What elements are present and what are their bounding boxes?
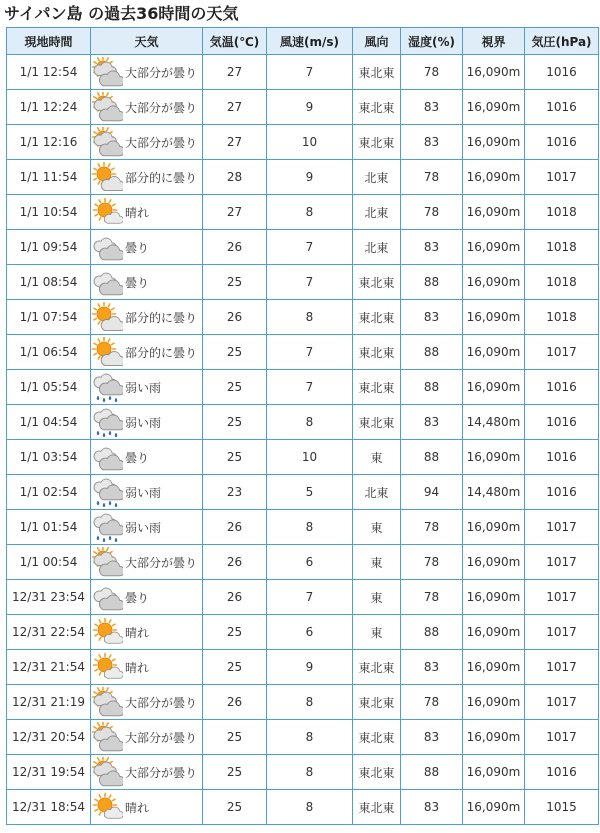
cell-humidity: 83 bbox=[401, 300, 463, 335]
cell-pressure: 1017 bbox=[525, 580, 599, 615]
cell-humidity: 88 bbox=[401, 370, 463, 405]
table-row bbox=[7, 580, 599, 615]
sunny-icon bbox=[91, 197, 123, 227]
cell-weather bbox=[91, 370, 203, 405]
table-row bbox=[7, 160, 599, 195]
weather-label: 大部分が曇り bbox=[125, 765, 198, 780]
cell-wind-dir: 北東 bbox=[353, 230, 401, 265]
cell-time: 12/31 21:54 bbox=[7, 650, 91, 685]
cell-time: 1/1 05:54 bbox=[7, 370, 91, 405]
page-title: サイパン島 の過去36時間の天気 bbox=[4, 4, 239, 23]
cell-temp: 25 bbox=[203, 650, 267, 685]
cell-humidity: 83 bbox=[401, 405, 463, 440]
cell-pressure: 1018 bbox=[525, 300, 599, 335]
cell-wind-dir: 東 bbox=[353, 580, 401, 615]
cell-visibility: 16,090m bbox=[463, 440, 525, 475]
cloudy-icon bbox=[91, 582, 123, 612]
cloudy-icon bbox=[91, 442, 123, 472]
cell-pressure: 1016 bbox=[525, 370, 599, 405]
cell-humidity: 88 bbox=[401, 440, 463, 475]
table-row bbox=[7, 55, 599, 90]
table-row bbox=[7, 90, 599, 125]
cell-wind-dir: 北東 bbox=[353, 160, 401, 195]
cell-temp: 26 bbox=[203, 300, 267, 335]
mostly-cloudy-icon bbox=[91, 127, 123, 157]
cell-humidity: 88 bbox=[401, 265, 463, 300]
cell-visibility: 16,090m bbox=[463, 685, 525, 720]
cell-wind-speed: 8 bbox=[267, 685, 353, 720]
cell-pressure: 1017 bbox=[525, 545, 599, 580]
table-row bbox=[7, 440, 599, 475]
header-time: 現地時間 bbox=[7, 28, 91, 55]
cell-visibility: 16,090m bbox=[463, 615, 525, 650]
cell-visibility: 16,090m bbox=[463, 265, 525, 300]
cell-time: 12/31 23:54 bbox=[7, 580, 91, 615]
cell-humidity: 78 bbox=[401, 195, 463, 230]
partly-cloudy-icon bbox=[91, 302, 123, 332]
cell-visibility: 14,480m bbox=[463, 475, 525, 510]
cell-weather bbox=[91, 475, 203, 510]
cell-visibility: 16,090m bbox=[463, 650, 525, 685]
cell-weather bbox=[91, 335, 203, 370]
table-row bbox=[7, 650, 599, 685]
cell-humidity: 88 bbox=[401, 755, 463, 790]
cell-time: 12/31 21:19 bbox=[7, 685, 91, 720]
cell-temp: 27 bbox=[203, 195, 267, 230]
cell-wind-dir: 東北東 bbox=[353, 265, 401, 300]
light-rain-icon bbox=[91, 407, 123, 437]
cell-wind-speed: 8 bbox=[267, 300, 353, 335]
cell-wind-dir: 東 bbox=[353, 615, 401, 650]
cell-temp: 25 bbox=[203, 370, 267, 405]
weather-history-table bbox=[6, 27, 599, 825]
cell-weather bbox=[91, 685, 203, 720]
cell-temp: 25 bbox=[203, 790, 267, 825]
cell-humidity: 83 bbox=[401, 720, 463, 755]
sunny-icon bbox=[91, 617, 123, 647]
cell-time: 1/1 07:54 bbox=[7, 300, 91, 335]
cell-pressure: 1016 bbox=[525, 55, 599, 90]
cell-wind-dir: 東北東 bbox=[353, 55, 401, 90]
cell-pressure: 1016 bbox=[525, 475, 599, 510]
mostly-cloudy-icon bbox=[91, 547, 123, 577]
table-row bbox=[7, 755, 599, 790]
cell-wind-dir: 東 bbox=[353, 545, 401, 580]
cell-weather bbox=[91, 195, 203, 230]
cell-pressure: 1018 bbox=[525, 230, 599, 265]
light-rain-icon bbox=[91, 477, 123, 507]
cell-time: 1/1 03:54 bbox=[7, 440, 91, 475]
weather-label: 弱い雨 bbox=[125, 415, 162, 430]
cell-wind-speed: 9 bbox=[267, 650, 353, 685]
cell-wind-speed: 7 bbox=[267, 580, 353, 615]
cell-humidity: 88 bbox=[401, 615, 463, 650]
cell-time: 1/1 06:54 bbox=[7, 335, 91, 370]
cell-pressure: 1016 bbox=[525, 90, 599, 125]
cell-temp: 25 bbox=[203, 615, 267, 650]
weather-label: 弱い雨 bbox=[125, 485, 162, 500]
cell-humidity: 78 bbox=[401, 580, 463, 615]
cell-humidity: 94 bbox=[401, 475, 463, 510]
cell-pressure: 1017 bbox=[525, 510, 599, 545]
cell-temp: 26 bbox=[203, 545, 267, 580]
cell-wind-dir: 東北東 bbox=[353, 405, 401, 440]
cell-pressure: 1017 bbox=[525, 685, 599, 720]
table-row bbox=[7, 685, 599, 720]
weather-label: 大部分が曇り bbox=[125, 555, 198, 570]
cell-wind-speed: 7 bbox=[267, 335, 353, 370]
cell-time: 1/1 12:24 bbox=[7, 90, 91, 125]
weather-label: 晴れ bbox=[125, 205, 150, 220]
mostly-cloudy-icon bbox=[91, 757, 123, 787]
cell-wind-dir: 東 bbox=[353, 440, 401, 475]
cell-weather bbox=[91, 720, 203, 755]
cell-weather bbox=[91, 265, 203, 300]
cell-visibility: 16,090m bbox=[463, 300, 525, 335]
weather-label: 弱い雨 bbox=[125, 520, 162, 535]
header-visibility: 視界 bbox=[463, 28, 525, 55]
table-row bbox=[7, 790, 599, 825]
weather-label: 晴れ bbox=[125, 800, 150, 815]
cell-visibility: 16,090m bbox=[463, 370, 525, 405]
cell-pressure: 1016 bbox=[525, 405, 599, 440]
table-row bbox=[7, 300, 599, 335]
cell-humidity: 78 bbox=[401, 545, 463, 580]
cloudy-icon bbox=[91, 267, 123, 297]
cell-visibility: 16,090m bbox=[463, 195, 525, 230]
cell-wind-dir: 東 bbox=[353, 510, 401, 545]
weather-label: 曇り bbox=[125, 240, 150, 255]
cell-humidity: 78 bbox=[401, 160, 463, 195]
table-row bbox=[7, 510, 599, 545]
cell-wind-speed: 8 bbox=[267, 195, 353, 230]
table-row bbox=[7, 370, 599, 405]
mostly-cloudy-icon bbox=[91, 57, 123, 87]
cell-weather bbox=[91, 405, 203, 440]
cell-weather bbox=[91, 650, 203, 685]
cell-temp: 27 bbox=[203, 55, 267, 90]
cell-wind-speed: 10 bbox=[267, 440, 353, 475]
cloudy-icon bbox=[91, 232, 123, 262]
cell-wind-speed: 5 bbox=[267, 475, 353, 510]
cell-time: 1/1 08:54 bbox=[7, 265, 91, 300]
cell-humidity: 88 bbox=[401, 335, 463, 370]
cell-humidity: 83 bbox=[401, 230, 463, 265]
header-weather: 天気 bbox=[91, 28, 203, 55]
table-row bbox=[7, 195, 599, 230]
cell-temp: 26 bbox=[203, 685, 267, 720]
cell-time: 1/1 04:54 bbox=[7, 405, 91, 440]
cell-wind-dir: 東北東 bbox=[353, 125, 401, 160]
cell-pressure: 1016 bbox=[525, 440, 599, 475]
cell-wind-dir: 東北東 bbox=[353, 335, 401, 370]
table-row bbox=[7, 720, 599, 755]
cell-time: 1/1 09:54 bbox=[7, 230, 91, 265]
cell-humidity: 78 bbox=[401, 685, 463, 720]
cell-wind-dir: 東北東 bbox=[353, 300, 401, 335]
cell-wind-dir: 東北東 bbox=[353, 90, 401, 125]
cell-pressure: 1015 bbox=[525, 790, 599, 825]
cell-wind-speed: 8 bbox=[267, 405, 353, 440]
cell-temp: 25 bbox=[203, 265, 267, 300]
cell-wind-speed: 10 bbox=[267, 125, 353, 160]
cell-wind-speed: 7 bbox=[267, 230, 353, 265]
cell-time: 1/1 12:16 bbox=[7, 125, 91, 160]
cell-time: 1/1 12:54 bbox=[7, 55, 91, 90]
cell-wind-speed: 6 bbox=[267, 545, 353, 580]
cell-humidity: 83 bbox=[401, 650, 463, 685]
cell-humidity: 83 bbox=[401, 790, 463, 825]
cell-time: 1/1 01:54 bbox=[7, 510, 91, 545]
cell-weather bbox=[91, 510, 203, 545]
cell-wind-dir: 東北東 bbox=[353, 685, 401, 720]
partly-cloudy-icon bbox=[91, 162, 123, 192]
table-row bbox=[7, 125, 599, 160]
cell-weather bbox=[91, 160, 203, 195]
cell-weather bbox=[91, 615, 203, 650]
header-humidity: 湿度(%) bbox=[401, 28, 463, 55]
cell-time: 12/31 20:54 bbox=[7, 720, 91, 755]
cell-pressure: 1016 bbox=[525, 755, 599, 790]
cell-visibility: 16,090m bbox=[463, 545, 525, 580]
cell-time: 1/1 10:54 bbox=[7, 195, 91, 230]
cell-temp: 28 bbox=[203, 160, 267, 195]
cell-visibility: 16,090m bbox=[463, 90, 525, 125]
cell-pressure: 1017 bbox=[525, 650, 599, 685]
table-row bbox=[7, 335, 599, 370]
table-row bbox=[7, 545, 599, 580]
cell-visibility: 14,480m bbox=[463, 405, 525, 440]
cell-time: 1/1 11:54 bbox=[7, 160, 91, 195]
cell-weather bbox=[91, 545, 203, 580]
cell-wind-dir: 北東 bbox=[353, 195, 401, 230]
weather-label: 弱い雨 bbox=[125, 380, 162, 395]
cell-temp: 23 bbox=[203, 475, 267, 510]
cell-temp: 26 bbox=[203, 580, 267, 615]
cell-temp: 25 bbox=[203, 440, 267, 475]
header-wind-speed: 風速(m/s) bbox=[267, 28, 353, 55]
sunny-icon bbox=[91, 792, 123, 822]
cell-wind-speed: 8 bbox=[267, 755, 353, 790]
weather-label: 部分的に曇り bbox=[125, 170, 198, 185]
cell-weather bbox=[91, 790, 203, 825]
cell-wind-speed: 7 bbox=[267, 55, 353, 90]
cell-weather bbox=[91, 440, 203, 475]
weather-label: 部分的に曇り bbox=[125, 345, 198, 360]
table-row bbox=[7, 230, 599, 265]
mostly-cloudy-icon bbox=[91, 687, 123, 717]
table-row bbox=[7, 265, 599, 300]
light-rain-icon bbox=[91, 512, 123, 542]
cell-temp: 26 bbox=[203, 510, 267, 545]
cell-visibility: 16,090m bbox=[463, 230, 525, 265]
cell-visibility: 16,090m bbox=[463, 755, 525, 790]
cell-time: 12/31 18:54 bbox=[7, 790, 91, 825]
weather-label: 曇り bbox=[125, 450, 150, 465]
cell-wind-speed: 8 bbox=[267, 510, 353, 545]
partly-cloudy-icon bbox=[91, 337, 123, 367]
cell-pressure: 1017 bbox=[525, 335, 599, 370]
weather-label: 大部分が曇り bbox=[125, 695, 198, 710]
cell-wind-speed: 8 bbox=[267, 790, 353, 825]
cell-weather bbox=[91, 55, 203, 90]
weather-label: 部分的に曇り bbox=[125, 310, 198, 325]
table-body bbox=[7, 55, 599, 825]
cell-weather bbox=[91, 755, 203, 790]
weather-label: 大部分が曇り bbox=[125, 730, 198, 745]
header-temp: 気温(℃) bbox=[203, 28, 267, 55]
mostly-cloudy-icon bbox=[91, 92, 123, 122]
cell-visibility: 16,090m bbox=[463, 335, 525, 370]
weather-label: 曇り bbox=[125, 590, 150, 605]
header-wind-dir: 風向 bbox=[353, 28, 401, 55]
table-row bbox=[7, 405, 599, 440]
cell-wind-speed: 6 bbox=[267, 615, 353, 650]
cell-pressure: 1017 bbox=[525, 160, 599, 195]
cell-wind-dir: 東北東 bbox=[353, 790, 401, 825]
weather-label: 晴れ bbox=[125, 625, 150, 640]
cell-temp: 25 bbox=[203, 755, 267, 790]
light-rain-icon bbox=[91, 372, 123, 402]
cell-wind-dir: 東北東 bbox=[353, 370, 401, 405]
cell-temp: 27 bbox=[203, 125, 267, 160]
cell-time: 1/1 02:54 bbox=[7, 475, 91, 510]
header-pressure: 気圧(hPa) bbox=[525, 28, 599, 55]
cell-humidity: 78 bbox=[401, 55, 463, 90]
cell-pressure: 1018 bbox=[525, 265, 599, 300]
cell-visibility: 16,090m bbox=[463, 125, 525, 160]
cell-temp: 25 bbox=[203, 335, 267, 370]
cell-temp: 25 bbox=[203, 720, 267, 755]
cell-weather bbox=[91, 230, 203, 265]
weather-label: 大部分が曇り bbox=[125, 135, 198, 150]
table-header-row bbox=[7, 28, 599, 55]
cell-pressure: 1018 bbox=[525, 195, 599, 230]
weather-label: 大部分が曇り bbox=[125, 65, 198, 80]
cell-humidity: 83 bbox=[401, 125, 463, 160]
weather-label: 曇り bbox=[125, 275, 150, 290]
cell-temp: 26 bbox=[203, 230, 267, 265]
weather-label: 大部分が曇り bbox=[125, 100, 198, 115]
cell-weather bbox=[91, 300, 203, 335]
cell-pressure: 1017 bbox=[525, 720, 599, 755]
cell-pressure: 1017 bbox=[525, 615, 599, 650]
cell-humidity: 83 bbox=[401, 90, 463, 125]
cell-humidity: 78 bbox=[401, 510, 463, 545]
cell-temp: 25 bbox=[203, 405, 267, 440]
cell-wind-speed: 9 bbox=[267, 160, 353, 195]
cell-wind-speed: 7 bbox=[267, 370, 353, 405]
weather-label: 晴れ bbox=[125, 660, 150, 675]
table-row bbox=[7, 615, 599, 650]
cell-visibility: 16,090m bbox=[463, 510, 525, 545]
cell-visibility: 16,090m bbox=[463, 160, 525, 195]
cell-temp: 27 bbox=[203, 90, 267, 125]
table-row bbox=[7, 475, 599, 510]
cell-time: 12/31 22:54 bbox=[7, 615, 91, 650]
cell-visibility: 16,090m bbox=[463, 720, 525, 755]
cell-wind-dir: 北東 bbox=[353, 475, 401, 510]
cell-wind-speed: 7 bbox=[267, 265, 353, 300]
cell-visibility: 16,090m bbox=[463, 790, 525, 825]
sunny-icon bbox=[91, 652, 123, 682]
cell-time: 12/31 19:54 bbox=[7, 755, 91, 790]
cell-pressure: 1016 bbox=[525, 125, 599, 160]
cell-wind-speed: 8 bbox=[267, 720, 353, 755]
cell-visibility: 16,090m bbox=[463, 580, 525, 615]
cell-weather bbox=[91, 125, 203, 160]
cell-time: 1/1 00:54 bbox=[7, 545, 91, 580]
cell-weather bbox=[91, 90, 203, 125]
cell-visibility: 16,090m bbox=[463, 55, 525, 90]
cell-wind-dir: 東北東 bbox=[353, 755, 401, 790]
cell-weather bbox=[91, 580, 203, 615]
mostly-cloudy-icon bbox=[91, 722, 123, 752]
cell-wind-speed: 9 bbox=[267, 90, 353, 125]
cell-wind-dir: 東北東 bbox=[353, 720, 401, 755]
cell-wind-dir: 東北東 bbox=[353, 650, 401, 685]
